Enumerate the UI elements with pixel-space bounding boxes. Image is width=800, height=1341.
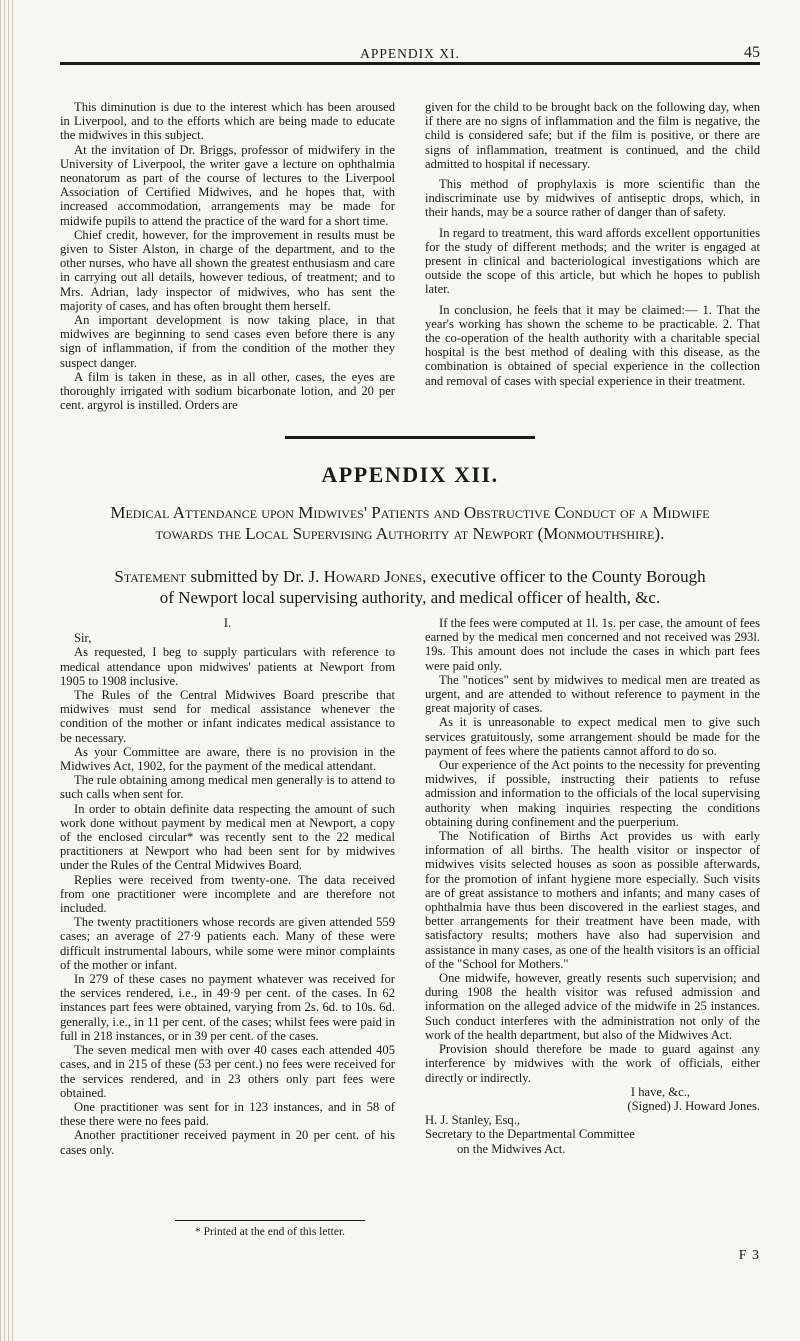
letter-right-column bbox=[425, 616, 760, 1157]
letter-text bbox=[60, 616, 760, 1157]
page-number: 45 bbox=[744, 44, 760, 61]
paragraph: given for the child to be brought back on the following day, when if there are no signs of inflammation and the film is negative, the child is considered safe; but if the film is positive, or there are signs of inflammation, treatment is continued, and the child admitted to hospital if necessary. bbox=[425, 100, 760, 171]
paragraph: The "notices" sent by midwives to medical men are treated as urgent, and are attended to without reference to payment in the great majority of cases. bbox=[425, 672, 760, 716]
paragraph: In regard to treatment, this ward affords excellent opportunities for the study of different methods; and the writer is engaged at present in clinical and bacteriological investigations which are outside the scope of this article, but which he hopes to publish later. bbox=[425, 225, 760, 297]
section-number: I. bbox=[223, 615, 232, 630]
section-divider bbox=[285, 436, 535, 439]
footnote-rule bbox=[175, 1220, 365, 1221]
right-column bbox=[425, 100, 760, 412]
statement-lead: Statement bbox=[114, 567, 187, 586]
paragraph: Our experience of the Act points to the necessity for preventing midwives, if possible, instructing their patients to refuse admission and information to the officials of the local supervising authority when making inquiries respecting the conditions obtaining during confinement and the puerperium. bbox=[425, 758, 760, 829]
paragraph: As it is unreasonable to expect medical men to give such services gratuitously, some arrangement should be made for the payment of fees where the patients cannot afford to do so. bbox=[425, 715, 760, 758]
paragraph: Replies were received from twenty-one. The data received from one practitioner were incomplete and are therefore not included. bbox=[60, 872, 395, 916]
statement-text: submitted by Dr. J. bbox=[186, 567, 324, 586]
appendix-subtitle bbox=[60, 502, 760, 544]
left-column bbox=[60, 100, 395, 412]
paragraph: Chief credit, however, for the improvement in results must be given to Sister Alston, in charge of the department, and to the other nurses, who have all shown the greatest enthusiasm and care in carrying out all details, however tedious, of treatment; and to Mrs. Adrian, lady inspector of midwives, who has sent the majority of cases, and has often brought them herself. bbox=[60, 227, 395, 313]
paragraph: In order to obtain definite data respecting the amount of such work done without payment by medical men at Newport, a copy of the enclosed circular* was recently sent to the 22 medical practitioners at Newport who had been sent for by midwives under the Rules of the Central Midwives Board. bbox=[60, 801, 395, 873]
addressee: H. J. Stanley, Esq., bbox=[425, 1113, 521, 1128]
paragraph: This method of prophylaxis is more scientific than the indiscriminate use by midwives of antiseptic drops, which, in their hands, may be a source rather of danger than of safety. bbox=[425, 177, 760, 220]
statement-line: of Newport local supervising authority, and medical officer of health, &c. bbox=[159, 588, 661, 607]
paragraph: As requested, I beg to supply particulars with reference to medical attendance upon midwives' patients at Newport from 1905 to 1908 inclusive. bbox=[60, 645, 395, 688]
paragraph: The Rules of the Central Midwives Board prescribe that midwives must send for medical assistance whenever the condition of the mother or infant indicates medical assistance to be necessary. bbox=[60, 688, 395, 745]
printer-signature-mark: F 3 bbox=[738, 1248, 760, 1263]
header-rule bbox=[60, 62, 760, 65]
addressee: Secretary to the Departmental Committee bbox=[425, 1127, 635, 1142]
paragraph: In 279 of these cases no payment whatever was received for the services rendered, i.e., in 49·9 per cent. of the cases. In 62 instances part fees were obtained, varying from 2s. 6d. to 10s. 6d. generally, i.e., in 11 per cent. of the cases; whilst fees were paid in full in 218 instances, or in 39 per cent. of the cases. bbox=[60, 972, 395, 1043]
letter-left-column bbox=[60, 616, 395, 1157]
paragraph: In conclusion, he feels that it may be claimed:— 1. That the year's working has shown the scheme to be practicable. 2. That the co-operation of the health authority with a charitable special hospital is the best method of dealing with this disease, as the combination is obtained of special experience in the collection and removal of cases with special experience in their treatment. bbox=[425, 302, 760, 388]
paragraph: Another practitioner received payment in 20 per cent. of his cases only. bbox=[60, 1128, 395, 1157]
paragraph: The rule obtaining among medical men generally is to attend to such calls when sent for. bbox=[60, 773, 395, 802]
appendix-heading: APPENDIX XII. bbox=[321, 462, 499, 487]
closing: I have, &c., bbox=[630, 1084, 690, 1099]
statement-intro bbox=[60, 566, 760, 608]
author-name: Howard Jones bbox=[323, 567, 423, 586]
paragraph: If the fees were computed at 1l. 1s. per case, the amount of fees earned by the medical men concerned and not received was 293l. 19s. This amount does not include the cases in which part fees were paid only. bbox=[425, 616, 760, 673]
subtitle-line: towards the Local Supervising Authority at Newport (Monmouthshire). bbox=[155, 524, 665, 543]
paragraph: At the invitation of Dr. Briggs, professor of midwifery in the University of Liverpool, the writer gave a lecture on ophthalmia neonatorum as part of the course of lectures to the Liverpool Association of Certified Midwives, and he hopes that, with increased accommodation, arrangements may be made for midwife pupils to attend the practice of the ward for a short time. bbox=[60, 142, 395, 228]
page-binding-edge bbox=[0, 0, 16, 1341]
paragraph: An important development is now taking place, in that midwives are beginning to send cases even before there is any sign of inflammation, if from the condition of the mother they suspect danger. bbox=[60, 313, 395, 370]
appendix-xi-text bbox=[60, 100, 760, 412]
paragraph: A film is taken in these, as in all other, cases, the eyes are thoroughly irrigated with sodium bicarbonate lotion, and 20 per cent. argyrol is instilled. Orders are bbox=[60, 369, 395, 413]
paragraph: The Notification of Births Act provides us with early information of all births. The health visitor or inspector of midwives visits selected houses as soon as possible afterwards, for the promotion of infant hygiene more especially. Such visits are of great assistance to mothers and infants; and many cases of ophthalmia have thus been discovered in the earliest stages, and better arrangements for their treatment have been made, with satisfactory results; mothers have also had supervision and assistance in many cases, as one of the health visitors is an official of the "School for Mothers." bbox=[425, 829, 760, 971]
paragraph: One practitioner was sent for in 123 instances, and in 58 of these there were no fees paid. bbox=[60, 1099, 395, 1129]
running-title: APPENDIX XI. bbox=[360, 46, 460, 61]
paragraph: The twenty practitioners whose records are given attended 559 cases; an average of 27·9 patients each. Many of these were difficult instrumental labours, while some were minor complaints of the mother or infant. bbox=[60, 915, 395, 972]
subtitle-line: Medical Attendance upon Midwives' Patients and Obstructive Conduct of a Midwife bbox=[110, 503, 710, 522]
paragraph: Provision should therefore be made to guard against any interference by midwives with the work of officials, either directly or indirectly. bbox=[425, 1042, 760, 1085]
paragraph: This diminution is due to the interest which has been aroused in Liverpool, and to the efforts which are being made to educate the midwives in this subject. bbox=[60, 100, 395, 143]
paragraph: As your Committee are aware, there is no provision in the Midwives Act, 1902, for the payment of the medical attendant. bbox=[60, 744, 395, 774]
salutation: Sir, bbox=[74, 631, 92, 646]
statement-text: , executive officer to the County Borough bbox=[422, 567, 706, 586]
statement-line bbox=[60, 566, 760, 587]
signature: (Signed) J. Howard Jones. bbox=[627, 1098, 760, 1113]
paragraph: The seven medical men with over 40 cases each attended 405 cases, and in 215 of these (53 per cent.) no fees were received for the services rendered, and in 23 others only part fees were obtained. bbox=[60, 1043, 395, 1100]
footnote: * Printed at the end of this letter. bbox=[194, 1226, 346, 1238]
addressee: on the Midwives Act. bbox=[457, 1141, 566, 1156]
paragraph: One midwife, however, greatly resents such supervision; and during 1908 the health visitor was refused admission and information on the alleged advice of the midwife in 25 instances. Such conduct interferes with the administration not only of the work of the health department, but also of the Midwives Act. bbox=[425, 971, 760, 1042]
